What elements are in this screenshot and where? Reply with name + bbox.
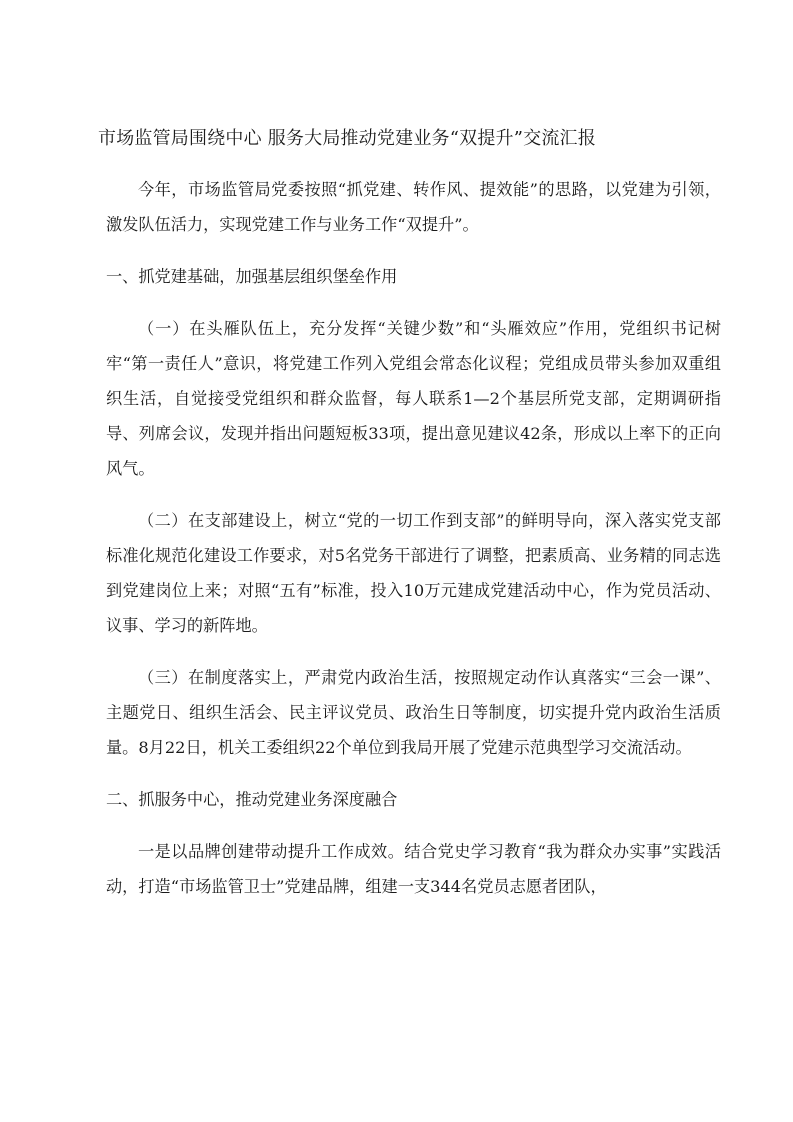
document-title: 市场监管局围绕中心 服务大局推动党建业务“双提升”交流汇报 <box>98 128 596 149</box>
document-page <box>98 125 721 921</box>
section-1-heading: 一、抓党建基础，加强基层组织堡垒作用 <box>106 267 398 286</box>
section-2-paragraph-1: 一是以品牌创建带动提升工作成效。结合党史学习教育“我为群众办实事”实践活动，打造“市场监管卫士”党建品牌，组建一支344名党员志愿者团队， <box>106 842 721 896</box>
section-1-paragraph-1: （一）在头雁队伍上，充分发挥“关键少数”和“头雁效应”作用，党组织书记树牢“第一责任人”意识，将党建工作列入党组会常态化议程；党组成员带头参加双重组织生活，自觉接受党组织和群众监督，每人联系1—2个基层所党支部，定期调研指导、列席会议，发现并指出问题短板33项，提出意见建议42条，形成以上率下的正向风气。 <box>106 319 721 478</box>
section-1-paragraph-2: （二）在支部建设上，树立“党的一切工作到支部”的鲜明导向，深入落实党支部标准化规范化建设工作要求，对5名党务干部进行了调整，把素质高、业务精的同志选到党建岗位上来；对照“五有”标准，投入10万元建成党建活动中心，作为党员活动、议事、学习的新阵地。 <box>106 511 721 635</box>
section-1-paragraph-3: （三）在制度落实上，严肃党内政治生活，按照规定动作认真落实“三会一课”、主题党日、组织生活会、民主评议党员、政治生日等制度，切实提升党内政治生活质量。8月22日，机关工委组织22个单位到我局开展了党建示范典型学习交流活动。 <box>106 668 721 757</box>
intro-paragraph: 今年，市场监管局党委按照“抓党建、转作风、提效能”的思路，以党建为引领，激发队伍活力，实现党建工作与业务工作“双提升”。 <box>106 180 721 234</box>
section-2-heading: 二、抓服务中心，推动党建业务深度融合 <box>106 790 398 809</box>
